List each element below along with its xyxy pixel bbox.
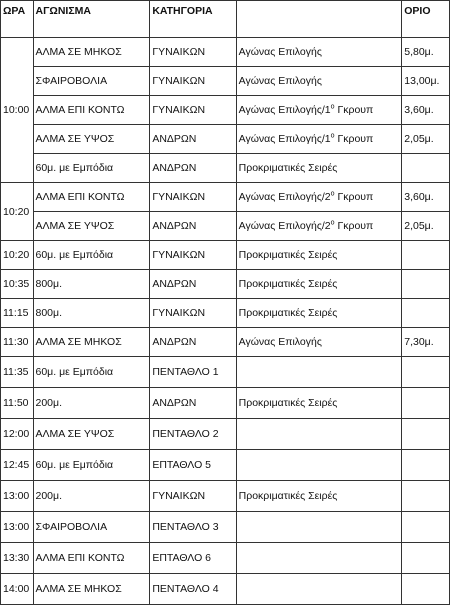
table-row — [1, 183, 450, 212]
table-row — [1, 96, 450, 125]
cell-note — [236, 357, 402, 388]
table-row — [1, 38, 450, 67]
cell-category: ΑΝΔΡΩΝ — [150, 328, 236, 357]
note-text: Αγώνας Επιλογής/1 — [238, 104, 331, 116]
cell-category: ΠΕΝΤΑΘΛΟ 1 — [150, 357, 236, 388]
cell-time: 13:00 — [1, 481, 34, 512]
cell-time: 11:35 — [1, 357, 34, 388]
cell-category: ΑΝΔΡΩΝ — [150, 388, 236, 419]
cell-limit — [402, 357, 450, 388]
cell-category: ΑΝΔΡΩΝ — [150, 270, 236, 299]
cell-limit — [402, 270, 450, 299]
cell-note — [236, 67, 402, 96]
table-row — [1, 125, 450, 154]
note-tail: Γκρουπ — [334, 191, 374, 203]
cell-category: ΠΕΝΤΑΘΛΟ 4 — [150, 574, 236, 605]
cell-category: ΓΥΝΑΙΚΩΝ — [150, 96, 236, 125]
note-text: Αγώνας Επιλογής — [238, 46, 322, 58]
cell-event: 200μ. — [33, 481, 150, 512]
table-row — [1, 357, 450, 388]
cell-limit — [402, 388, 450, 419]
table-row — [1, 299, 450, 328]
header-note — [236, 1, 402, 38]
cell-limit — [402, 419, 450, 450]
cell-event: ΑΛΜΑ ΣΕ ΜΗΚΟΣ — [33, 328, 150, 357]
cell-time: 10:20 — [1, 241, 34, 270]
note-tail: Γκρουπ — [334, 104, 374, 116]
note-text: Προκριματικές Σειρές — [238, 162, 338, 174]
cell-limit — [402, 450, 450, 481]
cell-limit: 2,05μ. — [402, 125, 450, 154]
cell-note — [236, 328, 402, 357]
table-row — [1, 481, 450, 512]
cell-event: ΑΛΜΑ ΣΕ ΜΗΚΟΣ — [33, 574, 150, 605]
cell-note — [236, 543, 402, 574]
cell-note — [236, 512, 402, 543]
note-text: Αγώνας Επιλογής — [238, 75, 322, 87]
cell-category: ΕΠΤΑΘΛΟ 5 — [150, 450, 236, 481]
header-event: ΑΓΩΝΙΣΜΑ — [33, 1, 150, 38]
cell-note — [236, 96, 402, 125]
header-category: ΚΑΤΗΓΟΡΙΑ — [150, 1, 236, 38]
cell-event: ΑΛΜΑ ΕΠΙ ΚΟΝΤΩ — [33, 183, 150, 212]
cell-limit — [402, 299, 450, 328]
cell-event: 60μ. με Εμπόδια — [33, 450, 150, 481]
cell-note — [236, 212, 402, 241]
cell-note — [236, 183, 402, 212]
note-text: Προκριματικές Σειρές — [238, 490, 338, 502]
cell-event: ΑΛΜΑ ΣΕ ΜΗΚΟΣ — [33, 38, 150, 67]
cell-limit — [402, 543, 450, 574]
cell-limit: 5,80μ. — [402, 38, 450, 67]
note-superscript: ο — [330, 219, 335, 227]
cell-time: 11:30 — [1, 328, 34, 357]
cell-note — [236, 154, 402, 183]
cell-event: ΑΛΜΑ ΣΕ ΥΨΟΣ — [33, 419, 150, 450]
cell-category: ΕΠΤΑΘΛΟ 6 — [150, 543, 236, 574]
schedule-body — [1, 38, 450, 605]
cell-event: ΑΛΜΑ ΣΕ ΥΨΟΣ — [33, 212, 150, 241]
cell-note — [236, 450, 402, 481]
note-superscript: ο — [330, 132, 335, 140]
table-row — [1, 154, 450, 183]
cell-category: ΓΥΝΑΙΚΩΝ — [150, 183, 236, 212]
cell-event: 60μ. με Εμπόδια — [33, 357, 150, 388]
cell-note — [236, 270, 402, 299]
note-text: Προκριματικές Σειρές — [238, 307, 338, 319]
cell-note — [236, 481, 402, 512]
table-row — [1, 543, 450, 574]
table-row — [1, 67, 450, 96]
cell-category: ΑΝΔΡΩΝ — [150, 212, 236, 241]
table-row — [1, 270, 450, 299]
cell-event: 60μ. με Εμπόδια — [33, 154, 150, 183]
cell-category: ΓΥΝΑΙΚΩΝ — [150, 38, 236, 67]
cell-note — [236, 388, 402, 419]
note-superscript: ο — [330, 103, 335, 111]
cell-event: ΑΛΜΑ ΕΠΙ ΚΟΝΤΩ — [33, 96, 150, 125]
table-row — [1, 328, 450, 357]
cell-event: ΣΦΑΙΡΟΒΟΛΙΑ — [33, 67, 150, 96]
cell-event: ΑΛΜΑ ΕΠΙ ΚΟΝΤΩ — [33, 543, 150, 574]
note-tail: Γκρουπ — [334, 220, 374, 232]
cell-time: 10:20 — [1, 183, 34, 241]
cell-event: 800μ. — [33, 299, 150, 328]
table-row — [1, 450, 450, 481]
cell-limit: 13,00μ. — [402, 67, 450, 96]
note-text: Αγώνας Επιλογής/2 — [238, 191, 331, 203]
note-tail: Γκρουπ — [334, 133, 374, 145]
note-text: Αγώνας Επιλογής/2 — [238, 220, 331, 232]
cell-event: 800μ. — [33, 270, 150, 299]
cell-category: ΓΥΝΑΙΚΩΝ — [150, 299, 236, 328]
cell-time: 10:35 — [1, 270, 34, 299]
cell-note — [236, 299, 402, 328]
cell-limit: 7,30μ. — [402, 328, 450, 357]
cell-event: 200μ. — [33, 388, 150, 419]
note-text: Προκριματικές Σειρές — [238, 249, 338, 261]
table-row — [1, 212, 450, 241]
note-text: Αγώνας Επιλογής — [238, 336, 322, 348]
cell-time: 14:00 — [1, 574, 34, 605]
cell-category: ΠΕΝΤΑΘΛΟ 3 — [150, 512, 236, 543]
header-row — [1, 1, 450, 38]
cell-limit — [402, 512, 450, 543]
cell-event: ΣΦΑΙΡΟΒΟΛΙΑ — [33, 512, 150, 543]
note-text: Αγώνας Επιλογής/1 — [238, 133, 331, 145]
note-superscript: ο — [330, 190, 335, 198]
table-row — [1, 419, 450, 450]
cell-event: 60μ. με Εμπόδια — [33, 241, 150, 270]
cell-category: ΓΥΝΑΙΚΩΝ — [150, 481, 236, 512]
cell-time: 13:00 — [1, 512, 34, 543]
cell-limit — [402, 481, 450, 512]
cell-category: ΓΥΝΑΙΚΩΝ — [150, 241, 236, 270]
cell-category: ΠΕΝΤΑΘΛΟ 2 — [150, 419, 236, 450]
note-text: Προκριματικές Σειρές — [238, 278, 338, 290]
cell-note — [236, 38, 402, 67]
cell-note — [236, 241, 402, 270]
cell-category: ΑΝΔΡΩΝ — [150, 125, 236, 154]
table-row — [1, 512, 450, 543]
cell-time: 12:00 — [1, 419, 34, 450]
cell-limit — [402, 154, 450, 183]
table-row — [1, 388, 450, 419]
header-limit: ΟΡΙΟ — [402, 1, 450, 38]
note-text: Προκριματικές Σειρές — [238, 397, 338, 409]
cell-limit: 3,60μ. — [402, 96, 450, 125]
cell-note — [236, 419, 402, 450]
cell-time: 13:30 — [1, 543, 34, 574]
cell-event: ΑΛΜΑ ΣΕ ΥΨΟΣ — [33, 125, 150, 154]
cell-limit: 2,05μ. — [402, 212, 450, 241]
cell-category: ΓΥΝΑΙΚΩΝ — [150, 67, 236, 96]
header-time: ΩΡΑ — [1, 1, 34, 38]
cell-time: 11:50 — [1, 388, 34, 419]
cell-limit — [402, 241, 450, 270]
cell-time: 11:15 — [1, 299, 34, 328]
cell-time: 10:00 — [1, 38, 34, 183]
cell-category: ΑΝΔΡΩΝ — [150, 154, 236, 183]
cell-limit: 3,60μ. — [402, 183, 450, 212]
cell-time: 12:45 — [1, 450, 34, 481]
cell-note — [236, 125, 402, 154]
table-row — [1, 241, 450, 270]
